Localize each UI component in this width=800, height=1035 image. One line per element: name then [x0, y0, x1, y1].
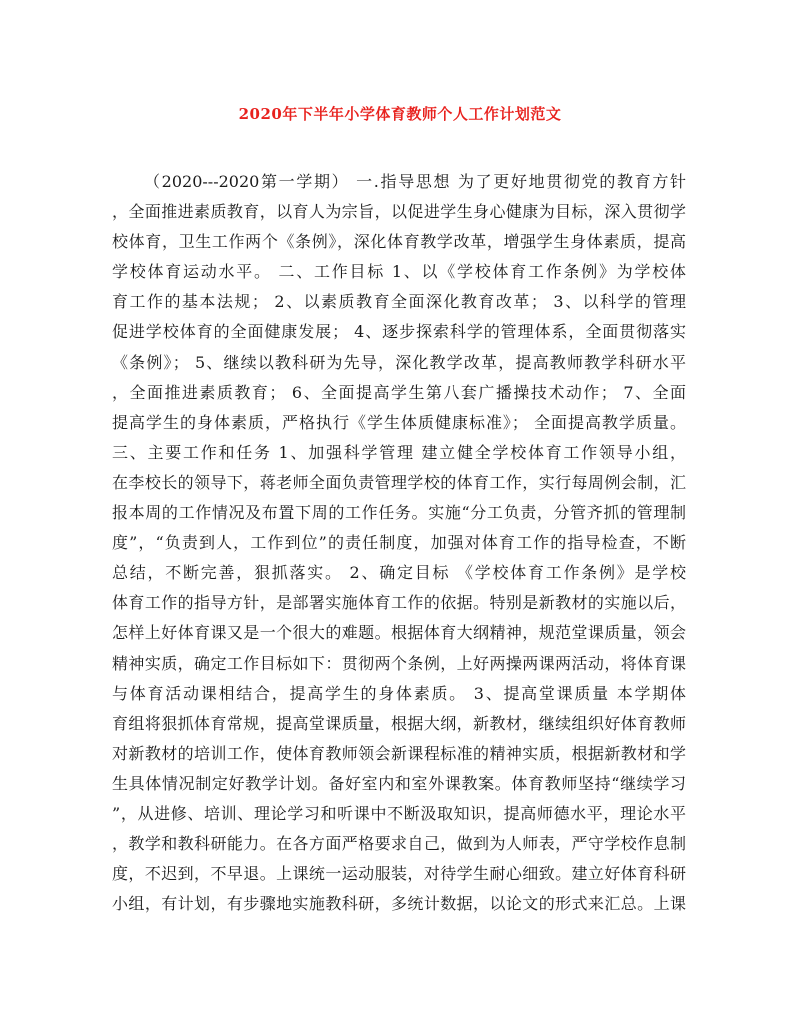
body-line: 度，不迟到，不早退。上课统一运动服装，对待学生耐心细致。建立好体育科研: [112, 864, 686, 884]
body-line: 体育工作的指导方针，是部署实施体育工作的依据。特别是新教材的实施以后，: [112, 593, 686, 613]
body-line: 育工作的基本法规； 2、以素质教育全面深化教育改革； 3、以科学的管理: [112, 292, 686, 312]
body-line: 总结，不断完善，狠抓落实。 2、确定目标 《学校体育工作条例》是学校: [112, 563, 686, 583]
body-line: 度”，“负责到人，工作到位”的责任制度，加强对体育工作的指导检查，不断: [112, 533, 686, 553]
body-line: 对新教材的培训工作，使体育教师领会新课程标准的精神实质，根据新教材和学: [112, 743, 686, 763]
body-line: 提高学生的身体素质，严格执行《学生体质健康标准》； 全面提高教学质量。: [112, 412, 686, 432]
document-title: 2020年下半年小学体育教师个人工作计划范文: [238, 105, 562, 123]
body-line: 在李校长的领导下，蒋老师全面负责管理学校的体育工作，实行每周例会制，汇: [112, 472, 686, 492]
body-line: 小组，有计划，有步骤地实施教科研，多统计数据，以论文的形式来汇总。上课: [112, 894, 686, 914]
body-line: 怎样上好体育课又是一个很大的难题。根据体育大纲精神，规范堂课质量，领会: [112, 623, 686, 643]
body-line: 精神实质，确定工作目标如下：贯彻两个条例，上好两操两课两活动，将体育课: [112, 653, 686, 673]
body-line: 育组将狠抓体育常规，提高堂课质量，根据大纲，新教材，继续组织好体育教师: [112, 713, 686, 733]
body-line: 《条例》； 5、继续以教科研为先导，深化教学改革，提高教师教学科研水平: [112, 352, 686, 372]
body-line: 报本周的工作情况及布置下周的工作任务。实施“分工负责，分管齐抓的管理制: [112, 503, 686, 523]
body-line: 学校体育运动水平。 二、工作目标 1、以《学校体育工作条例》为学校体: [112, 262, 686, 282]
body-line: ，全面推进素质教育，以育人为宗旨，以促进学生身心健康为目标，深入贯彻学: [112, 202, 686, 222]
body-line: ，教学和教科研能力。在各方面严格要求自己，做到为人师表，严守学校作息制: [112, 834, 686, 854]
body-line: ”，从进修、培训、理论学习和听课中不断汲取知识，提高师德水平，理论水平: [112, 803, 686, 823]
body-line: 校体育，卫生工作两个《条例》，深化体育教学改革，增强学生身体素质，提高: [112, 232, 686, 252]
body-line: ，全面推进素质教育； 6、全面提高学生第八套广播操技术动作； 7、全面: [112, 382, 686, 402]
document-body: [112, 167, 686, 919]
body-line: 三、主要工作和任务 1、加强科学管理 建立健全学校体育工作领导小组，: [112, 442, 686, 462]
body-line: 促进学校体育的全面健康发展； 4、逐步探索科学的管理体系，全面贯彻落实: [112, 322, 686, 342]
body-line: 生具体情况制定好教学计划。备好室内和室外课教案。体育教师坚持“继续学习: [112, 773, 686, 793]
body-line: 与体育活动课相结合，提高学生的身体素质。 3、提高堂课质量 本学期体: [112, 683, 686, 703]
body-line: （2020---2020第一学期） 一.指导思想 为了更好地贯彻党的教育方针: [144, 172, 686, 191]
